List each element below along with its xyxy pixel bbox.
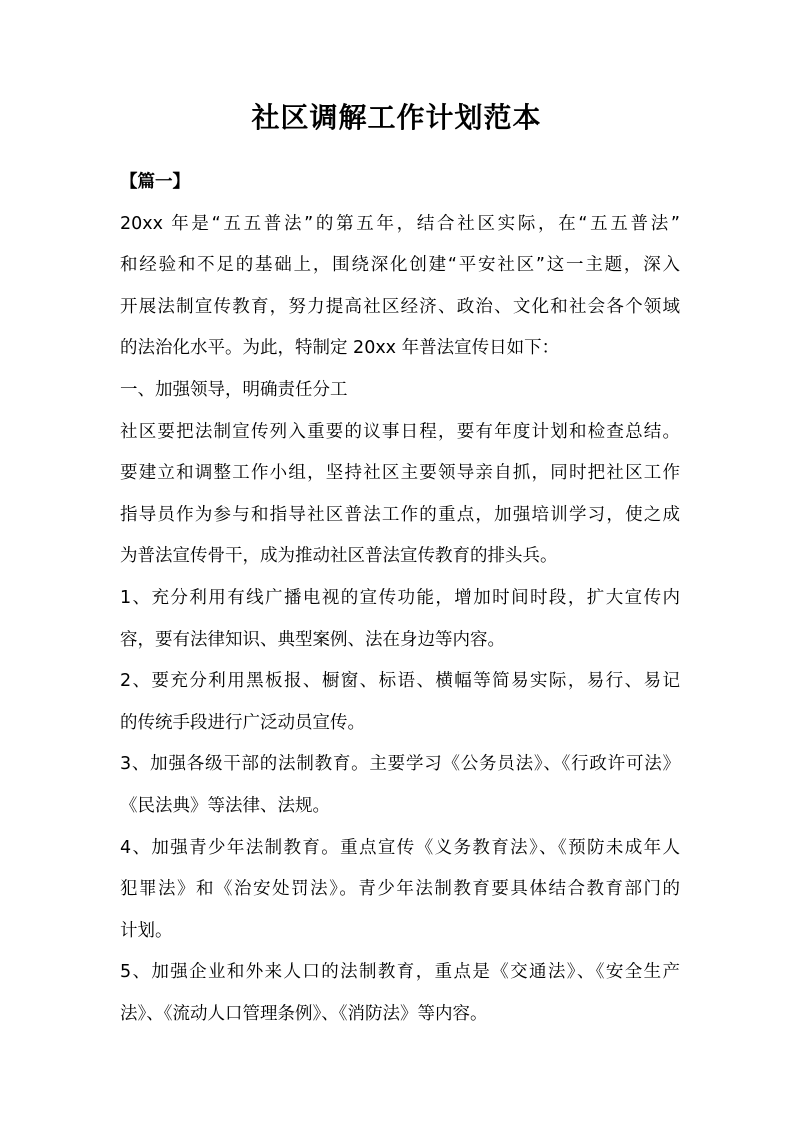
list-item-line: 3、加强各级干部的法制教育。主要学习《公务员法》、《行政许可法》 [120, 754, 680, 775]
paragraph-line: 开展法制宣传教育，努力提高社区经济、政治、文化和社会各个领域 [120, 296, 680, 317]
list-item-line: 的传统手段进行广泛动员宣传。 [120, 712, 365, 733]
list-item-line: 犯罪法》和《治安处罚法》。青少年法制教育要具体结合教育部门的 [120, 879, 680, 900]
list-item-line: 计划。 [120, 920, 173, 941]
section-label: 【篇一】 [120, 172, 190, 192]
list-item-line: 5、加强企业和外来人口的法制教育，重点是《交通法》、《安全生产 [120, 962, 680, 983]
paragraph-line: 社区要把法制宣传列入重要的议事日程，要有年度计划和检查总结。 [120, 421, 680, 442]
list-item-line: 《民法典》等法律、法规。 [120, 795, 330, 816]
document-title: 社区调解工作计划范本 [251, 101, 542, 134]
paragraph-line: 和经验和不足的基础上，围绕深化创建“平安社区”这一主题，深入 [120, 255, 680, 276]
paragraph-line: 要建立和调整工作小组，坚持社区主要领导亲自抓，同时把社区工作 [120, 463, 680, 484]
list-item-line: 2、要充分利用黑板报、橱窗、标语、横幅等简易实际，易行、易记 [120, 671, 680, 692]
list-item-line: 法》、《流动人口管理条例》、《消防法》等内容。 [120, 1003, 488, 1024]
paragraph-line: 的法治化水平。为此，特制定 20xx 年普法宣传日如下： [120, 338, 560, 359]
paragraph-line: 20xx 年是“五五普法”的第五年，结合社区实际，在“五五普法” [120, 213, 680, 234]
list-item-line: 容，要有法律知识、典型案例、法在身边等内容。 [120, 629, 505, 650]
document-body [120, 162, 680, 1035]
list-item-line: 1、充分利用有线广播电视的宣传功能，增加时间时段，扩大宣传内 [120, 587, 680, 608]
paragraph-line: 指导员作为参与和指导社区普法工作的重点，加强培训学习，使之成 [120, 504, 680, 525]
list-item-line: 4、加强青少年法制教育。重点宣传《义务教育法》、《预防未成年人 [120, 837, 680, 858]
paragraph-line: 为普法宣传骨干，成为推动社区普法宣传教育的排头兵。 [120, 546, 558, 567]
section-heading: 一、加强领导，明确责任分工 [120, 379, 348, 400]
